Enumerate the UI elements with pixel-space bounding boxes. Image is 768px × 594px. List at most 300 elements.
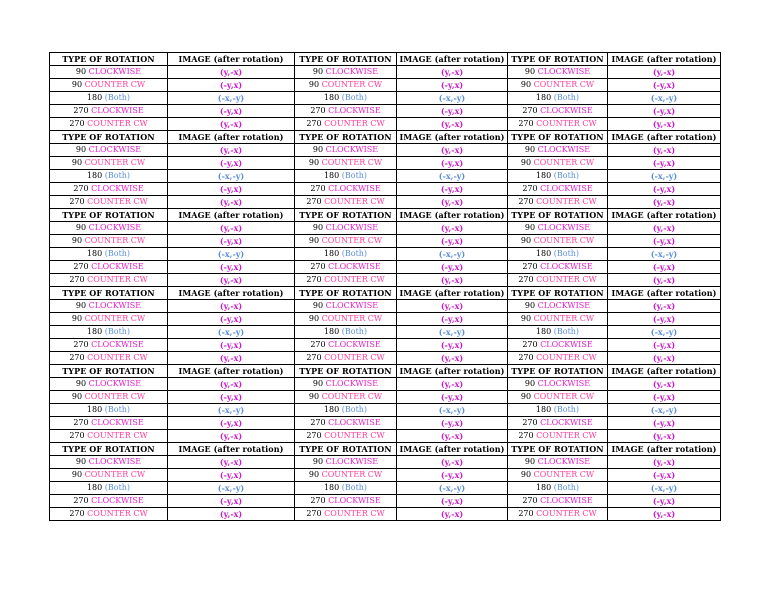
image-coordinates-cell: (y,-x)	[397, 508, 508, 521]
image-coordinates-cell: (-y,x)	[397, 235, 508, 248]
image-coordinates-cell: (-y,x)	[397, 469, 508, 482]
image-after-rotation-header: IMAGE (after rotation)	[608, 131, 721, 144]
direction-label: COUNTER CW	[536, 509, 597, 518]
type-of-rotation-header: TYPE OF ROTATION	[295, 53, 397, 66]
rotation-type-cell	[295, 404, 397, 417]
degrees-value: 90	[520, 314, 532, 323]
rotation-type-cell	[50, 105, 168, 118]
rotation-type-cell	[295, 157, 397, 170]
image-coordinates-cell: (-y,x)	[608, 157, 721, 170]
degrees-value: 270	[310, 418, 326, 427]
degrees-value: 90	[312, 223, 324, 232]
table-row	[50, 430, 721, 443]
degrees-value: 90	[75, 223, 87, 232]
image-coordinates-cell: (y,-x)	[608, 508, 721, 521]
degrees-value: 90	[524, 457, 536, 466]
direction-label: CLOCKWISE	[328, 106, 381, 115]
direction-label: CLOCKWISE	[88, 223, 142, 232]
image-coordinates-cell: (-y,x)	[397, 79, 508, 92]
table-row	[50, 66, 721, 79]
image-coordinates-cell: (-x,-y)	[168, 404, 295, 417]
rotation-type-cell	[508, 248, 608, 261]
rotation-type-cell	[50, 144, 168, 157]
degrees-value: 180	[323, 249, 340, 258]
degrees-value: 90	[308, 470, 320, 479]
degrees-value: 90	[71, 158, 83, 167]
direction-label: COUNTER CW	[84, 470, 146, 479]
direction-label: CLOCKWISE	[91, 496, 144, 505]
direction-label: CLOCKWISE	[325, 379, 379, 388]
header-row	[50, 365, 721, 378]
direction-label: COUNTER CW	[324, 275, 385, 284]
rotation-type-cell	[508, 105, 608, 118]
degrees-value: 90	[308, 80, 320, 89]
header-row	[50, 131, 721, 144]
image-coordinates-cell: (-x,-y)	[168, 170, 295, 183]
table-row	[50, 313, 721, 326]
rotation-type-cell	[50, 222, 168, 235]
degrees-value: 90	[524, 67, 536, 76]
rotation-type-cell	[50, 417, 168, 430]
degrees-value: 90	[520, 470, 532, 479]
image-coordinates-cell: (-y,x)	[608, 391, 721, 404]
rotation-type-cell	[295, 339, 397, 352]
image-coordinates-cell: (-x,-y)	[397, 92, 508, 105]
rotation-type-cell	[508, 313, 608, 326]
degrees-value: 270	[306, 431, 322, 440]
rotation-type-cell	[50, 183, 168, 196]
image-coordinates-cell: (-y,x)	[397, 261, 508, 274]
rotation-type-cell	[295, 79, 397, 92]
degrees-value: 90	[75, 301, 87, 310]
image-coordinates-cell: (-x,-y)	[608, 92, 721, 105]
degrees-value: 270	[310, 340, 326, 349]
direction-label: COUNTER CW	[324, 353, 385, 362]
type-of-rotation-header: TYPE OF ROTATION	[508, 53, 608, 66]
image-coordinates-cell: (-y,x)	[608, 495, 721, 508]
degrees-value: 270	[310, 106, 326, 115]
image-coordinates-cell: (y,-x)	[168, 456, 295, 469]
table-row	[50, 482, 721, 495]
degrees-value: 90	[71, 236, 83, 245]
rotation-type-cell	[295, 118, 397, 131]
direction-label: (Both)	[104, 171, 131, 180]
direction-label: COUNTER CW	[324, 509, 385, 518]
image-coordinates-cell: (-x,-y)	[397, 404, 508, 417]
image-coordinates-cell: (-x,-y)	[397, 170, 508, 183]
direction-label: CLOCKWISE	[540, 106, 593, 115]
degrees-value: 270	[522, 418, 538, 427]
type-of-rotation-header: TYPE OF ROTATION	[50, 365, 168, 378]
direction-label: (Both)	[104, 327, 131, 336]
rotation-type-cell	[50, 196, 168, 209]
image-coordinates-cell: (y,-x)	[397, 118, 508, 131]
rotation-type-cell	[295, 326, 397, 339]
image-coordinates-cell: (-y,x)	[397, 339, 508, 352]
direction-label: CLOCKWISE	[537, 67, 591, 76]
image-coordinates-cell: (-y,x)	[608, 261, 721, 274]
rotation-type-cell	[508, 300, 608, 313]
direction-label: CLOCKWISE	[537, 379, 591, 388]
direction-label: CLOCKWISE	[540, 418, 593, 427]
direction-label: CLOCKWISE	[540, 496, 593, 505]
image-after-rotation-header: IMAGE (after rotation)	[397, 443, 508, 456]
degrees-value: 180	[86, 249, 103, 258]
degrees-value: 90	[71, 314, 83, 323]
degrees-value: 180	[86, 327, 103, 336]
degrees-value: 180	[535, 249, 552, 258]
table-row	[50, 261, 721, 274]
rotation-type-cell	[295, 391, 397, 404]
degrees-value: 270	[522, 184, 538, 193]
rotation-type-cell	[508, 417, 608, 430]
image-coordinates-cell: (y,-x)	[397, 196, 508, 209]
image-coordinates-cell: (-x,-y)	[608, 170, 721, 183]
rotation-type-cell	[50, 508, 168, 521]
rotation-type-cell	[508, 274, 608, 287]
image-coordinates-cell: (y,-x)	[397, 456, 508, 469]
image-coordinates-cell: (y,-x)	[397, 274, 508, 287]
rotation-type-cell	[508, 66, 608, 79]
image-coordinates-cell: (-y,x)	[168, 495, 295, 508]
image-coordinates-cell: (-x,-y)	[168, 92, 295, 105]
image-after-rotation-header: IMAGE (after rotation)	[397, 131, 508, 144]
image-coordinates-cell: (-y,x)	[608, 79, 721, 92]
image-coordinates-cell: (y,-x)	[168, 378, 295, 391]
type-of-rotation-header: TYPE OF ROTATION	[295, 443, 397, 456]
image-coordinates-cell: (-y,x)	[168, 391, 295, 404]
direction-label: CLOCKWISE	[328, 184, 381, 193]
table-row	[50, 326, 721, 339]
image-coordinates-cell: (-y,x)	[168, 261, 295, 274]
rotation-type-cell	[295, 495, 397, 508]
table-row	[50, 391, 721, 404]
direction-label: COUNTER CW	[84, 236, 146, 245]
direction-label: COUNTER CW	[321, 314, 383, 323]
degrees-value: 270	[522, 340, 538, 349]
type-of-rotation-header: TYPE OF ROTATION	[295, 131, 397, 144]
rotation-type-cell	[295, 144, 397, 157]
degrees-value: 270	[73, 184, 89, 193]
degrees-value: 90	[524, 223, 536, 232]
direction-label: (Both)	[104, 249, 131, 258]
image-after-rotation-header: IMAGE (after rotation)	[608, 443, 721, 456]
degrees-value: 270	[306, 275, 322, 284]
image-after-rotation-header: IMAGE (after rotation)	[397, 365, 508, 378]
degrees-value: 270	[310, 184, 326, 193]
degrees-value: 90	[312, 67, 324, 76]
direction-label: CLOCKWISE	[328, 418, 381, 427]
rotation-type-cell	[50, 326, 168, 339]
direction-label: COUNTER CW	[321, 392, 383, 401]
header-row	[50, 443, 721, 456]
image-coordinates-cell: (y,-x)	[168, 430, 295, 443]
image-coordinates-cell: (y,-x)	[608, 456, 721, 469]
direction-label: CLOCKWISE	[325, 223, 379, 232]
degrees-value: 270	[69, 197, 85, 206]
degrees-value: 270	[306, 119, 322, 128]
rotation-type-cell	[50, 456, 168, 469]
type-of-rotation-header: TYPE OF ROTATION	[295, 287, 397, 300]
type-of-rotation-header: TYPE OF ROTATION	[508, 209, 608, 222]
degrees-value: 180	[535, 483, 552, 492]
degrees-value: 270	[310, 496, 326, 505]
rotation-type-cell	[295, 430, 397, 443]
direction-label: CLOCKWISE	[88, 67, 142, 76]
degrees-value: 270	[306, 509, 322, 518]
rotation-type-cell	[295, 235, 397, 248]
rotation-type-cell	[508, 157, 608, 170]
rotation-type-cell	[508, 183, 608, 196]
direction-label: (Both)	[553, 405, 580, 414]
table-row	[50, 118, 721, 131]
image-coordinates-cell: (y,-x)	[168, 196, 295, 209]
direction-label: CLOCKWISE	[325, 457, 379, 466]
type-of-rotation-header: TYPE OF ROTATION	[50, 131, 168, 144]
image-coordinates-cell: (y,-x)	[168, 144, 295, 157]
direction-label: CLOCKWISE	[328, 496, 381, 505]
table-row	[50, 469, 721, 482]
degrees-value: 270	[306, 197, 322, 206]
direction-label: (Both)	[341, 405, 368, 414]
direction-label: CLOCKWISE	[91, 106, 144, 115]
rotation-type-cell	[508, 222, 608, 235]
rotation-type-cell	[508, 404, 608, 417]
table-row	[50, 456, 721, 469]
table-row	[50, 183, 721, 196]
table-row	[50, 105, 721, 118]
direction-label: (Both)	[341, 483, 368, 492]
table-row	[50, 274, 721, 287]
rotation-type-cell	[508, 144, 608, 157]
degrees-value: 180	[535, 93, 552, 102]
degrees-value: 180	[323, 405, 340, 414]
direction-label: COUNTER CW	[533, 470, 595, 479]
rotation-type-cell	[508, 391, 608, 404]
direction-label: (Both)	[104, 93, 131, 102]
direction-label: COUNTER CW	[533, 314, 595, 323]
rotation-type-cell	[295, 378, 397, 391]
image-after-rotation-header: IMAGE (after rotation)	[397, 287, 508, 300]
image-coordinates-cell: (-y,x)	[608, 469, 721, 482]
rotation-type-cell	[508, 456, 608, 469]
rotation-type-cell	[50, 261, 168, 274]
image-coordinates-cell: (-x,-y)	[397, 326, 508, 339]
image-coordinates-cell: (y,-x)	[608, 222, 721, 235]
degrees-value: 90	[520, 158, 532, 167]
direction-label: COUNTER CW	[533, 158, 595, 167]
rotation-type-cell	[295, 417, 397, 430]
rotation-type-cell	[295, 469, 397, 482]
direction-label: CLOCKWISE	[328, 340, 381, 349]
image-coordinates-cell: (-y,x)	[397, 495, 508, 508]
image-coordinates-cell: (-x,-y)	[608, 248, 721, 261]
direction-label: COUNTER CW	[321, 236, 383, 245]
image-coordinates-cell: (-y,x)	[168, 339, 295, 352]
image-coordinates-cell: (y,-x)	[397, 352, 508, 365]
image-coordinates-cell: (-y,x)	[608, 235, 721, 248]
image-after-rotation-header: IMAGE (after rotation)	[608, 365, 721, 378]
image-coordinates-cell: (y,-x)	[608, 66, 721, 79]
rotation-type-cell	[50, 391, 168, 404]
image-coordinates-cell: (y,-x)	[397, 378, 508, 391]
direction-label: (Both)	[341, 249, 368, 258]
degrees-value: 90	[308, 236, 320, 245]
image-coordinates-cell: (-y,x)	[168, 79, 295, 92]
table-row	[50, 92, 721, 105]
direction-label: COUNTER CW	[87, 431, 148, 440]
degrees-value: 270	[69, 275, 85, 284]
image-coordinates-cell: (-y,x)	[608, 313, 721, 326]
direction-label: COUNTER CW	[536, 431, 597, 440]
direction-label: COUNTER CW	[87, 119, 148, 128]
direction-label: CLOCKWISE	[537, 301, 591, 310]
type-of-rotation-header: TYPE OF ROTATION	[50, 287, 168, 300]
rotation-type-cell	[50, 248, 168, 261]
degrees-value: 270	[73, 106, 89, 115]
image-coordinates-cell: (-y,x)	[397, 157, 508, 170]
image-coordinates-cell: (-y,x)	[168, 469, 295, 482]
image-coordinates-cell: (-x,-y)	[397, 482, 508, 495]
type-of-rotation-header: TYPE OF ROTATION	[50, 443, 168, 456]
image-coordinates-cell: (-x,-y)	[168, 482, 295, 495]
image-coordinates-cell: (y,-x)	[168, 300, 295, 313]
direction-label: COUNTER CW	[533, 80, 595, 89]
rotation-type-cell	[50, 430, 168, 443]
rotation-type-cell	[50, 79, 168, 92]
rotation-type-cell	[508, 378, 608, 391]
table-row	[50, 508, 721, 521]
direction-label: COUNTER CW	[533, 236, 595, 245]
direction-label: (Both)	[341, 93, 368, 102]
table-row	[50, 222, 721, 235]
degrees-value: 90	[520, 80, 532, 89]
image-after-rotation-header: IMAGE (after rotation)	[168, 443, 295, 456]
rotation-type-cell	[295, 508, 397, 521]
degrees-value: 270	[73, 262, 89, 271]
direction-label: (Both)	[104, 483, 131, 492]
rotation-type-cell	[50, 92, 168, 105]
image-coordinates-cell: (-y,x)	[397, 391, 508, 404]
direction-label: COUNTER CW	[84, 158, 146, 167]
image-coordinates-cell: (-y,x)	[168, 235, 295, 248]
image-coordinates-cell: (y,-x)	[397, 144, 508, 157]
image-coordinates-cell: (y,-x)	[168, 508, 295, 521]
direction-label: COUNTER CW	[536, 119, 597, 128]
rotation-type-cell	[508, 235, 608, 248]
type-of-rotation-header: TYPE OF ROTATION	[295, 365, 397, 378]
direction-label: CLOCKWISE	[91, 262, 144, 271]
degrees-value: 90	[71, 470, 83, 479]
direction-label: (Both)	[553, 327, 580, 336]
rotation-type-cell	[295, 183, 397, 196]
direction-label: COUNTER CW	[84, 392, 146, 401]
image-coordinates-cell: (y,-x)	[168, 222, 295, 235]
rotation-type-cell	[508, 92, 608, 105]
direction-label: CLOCKWISE	[88, 301, 142, 310]
degrees-value: 90	[312, 457, 324, 466]
direction-label: COUNTER CW	[87, 197, 148, 206]
rotation-type-cell	[508, 430, 608, 443]
type-of-rotation-header: TYPE OF ROTATION	[508, 443, 608, 456]
direction-label: CLOCKWISE	[540, 340, 593, 349]
type-of-rotation-header: TYPE OF ROTATION	[508, 287, 608, 300]
image-after-rotation-header: IMAGE (after rotation)	[168, 53, 295, 66]
direction-label: COUNTER CW	[321, 80, 383, 89]
degrees-value: 90	[312, 145, 324, 154]
image-after-rotation-header: IMAGE (after rotation)	[168, 209, 295, 222]
degrees-value: 180	[86, 171, 103, 180]
rotation-type-cell	[50, 339, 168, 352]
direction-label: CLOCKWISE	[537, 457, 591, 466]
degrees-value: 180	[535, 171, 552, 180]
direction-label: CLOCKWISE	[88, 457, 142, 466]
image-after-rotation-header: IMAGE (after rotation)	[397, 53, 508, 66]
rotation-type-cell	[50, 482, 168, 495]
rotation-type-cell	[508, 495, 608, 508]
image-coordinates-cell: (y,-x)	[168, 352, 295, 365]
image-after-rotation-header: IMAGE (after rotation)	[168, 365, 295, 378]
image-coordinates-cell: (-x,-y)	[168, 326, 295, 339]
degrees-value: 90	[308, 392, 320, 401]
degrees-value: 270	[73, 340, 89, 349]
degrees-value: 90	[75, 67, 87, 76]
image-after-rotation-header: IMAGE (after rotation)	[168, 287, 295, 300]
degrees-value: 90	[520, 392, 532, 401]
image-coordinates-cell: (y,-x)	[168, 66, 295, 79]
rotation-type-cell	[50, 274, 168, 287]
rotation-type-cell	[50, 170, 168, 183]
table-row	[50, 300, 721, 313]
image-coordinates-cell: (-y,x)	[397, 313, 508, 326]
rotation-type-cell	[50, 157, 168, 170]
rotation-type-cell	[295, 274, 397, 287]
degrees-value: 90	[312, 379, 324, 388]
degrees-value: 90	[71, 392, 83, 401]
degrees-value: 180	[323, 483, 340, 492]
rotation-type-cell	[295, 482, 397, 495]
direction-label: (Both)	[553, 249, 580, 258]
direction-label: COUNTER CW	[324, 197, 385, 206]
image-coordinates-cell: (y,-x)	[168, 118, 295, 131]
direction-label: CLOCKWISE	[537, 223, 591, 232]
table-row	[50, 248, 721, 261]
degrees-value: 270	[73, 496, 89, 505]
degrees-value: 270	[306, 353, 322, 362]
degrees-value: 180	[323, 327, 340, 336]
rotation-type-cell	[508, 196, 608, 209]
image-coordinates-cell: (y,-x)	[397, 430, 508, 443]
direction-label: CLOCKWISE	[91, 184, 144, 193]
rotation-type-cell	[50, 66, 168, 79]
degrees-value: 270	[73, 418, 89, 427]
image-coordinates-cell: (y,-x)	[168, 274, 295, 287]
degrees-value: 90	[71, 80, 83, 89]
image-coordinates-cell: (y,-x)	[608, 274, 721, 287]
image-coordinates-cell: (y,-x)	[608, 196, 721, 209]
direction-label: CLOCKWISE	[91, 418, 144, 427]
table-row	[50, 170, 721, 183]
rotation-type-cell	[508, 118, 608, 131]
image-coordinates-cell: (-y,x)	[608, 183, 721, 196]
degrees-value: 90	[75, 379, 87, 388]
direction-label: CLOCKWISE	[88, 379, 142, 388]
direction-label: COUNTER CW	[321, 470, 383, 479]
rotation-type-cell	[50, 118, 168, 131]
rotation-type-cell	[508, 482, 608, 495]
degrees-value: 270	[522, 106, 538, 115]
rotation-type-cell	[295, 456, 397, 469]
